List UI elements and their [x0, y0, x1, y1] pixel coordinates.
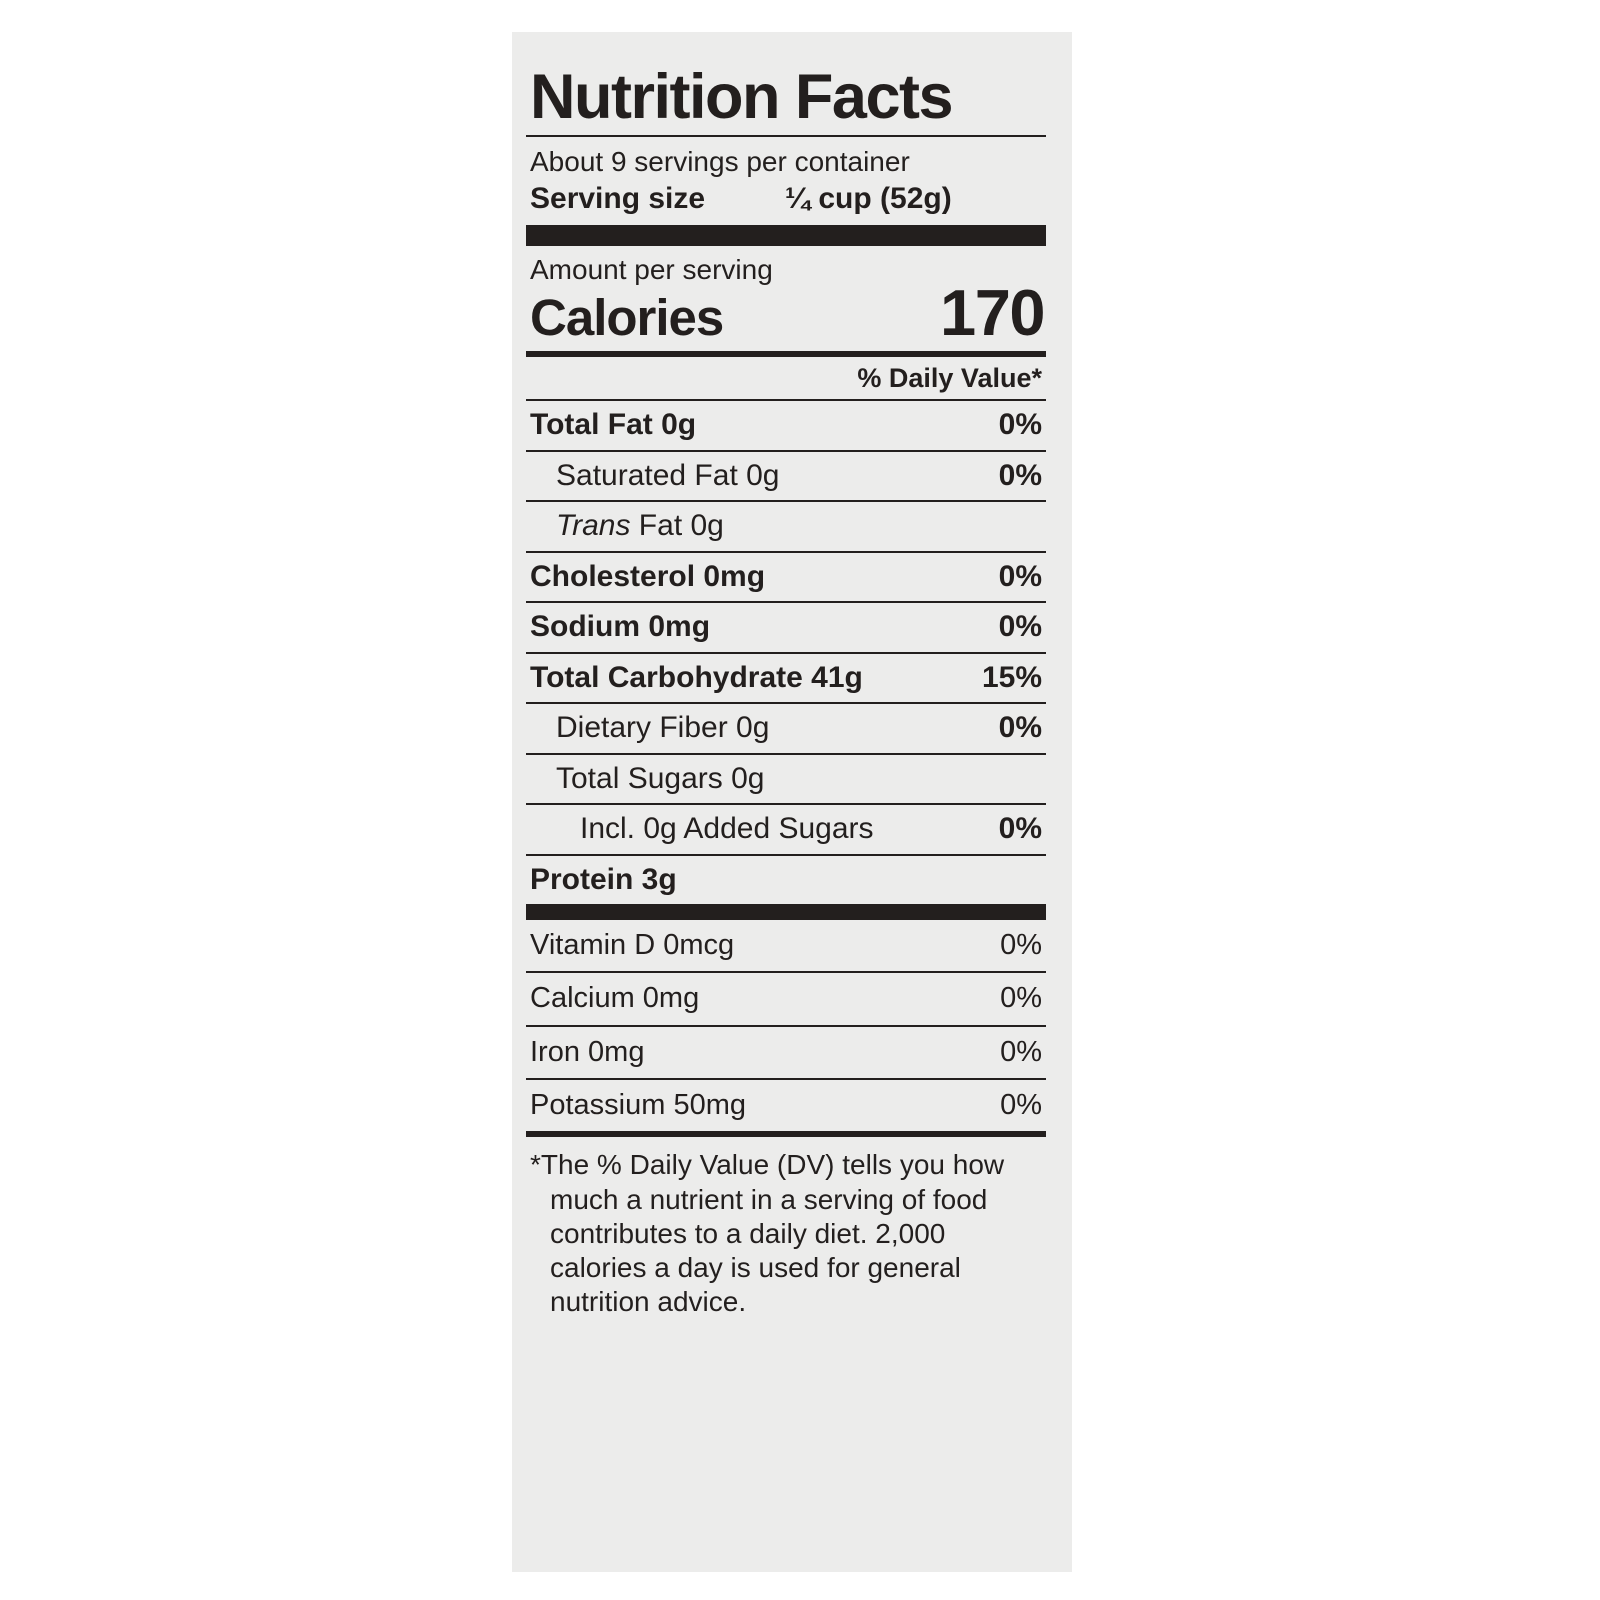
divider-under-calories [526, 351, 1046, 357]
vitamin-pct: 0% [1000, 1035, 1042, 1068]
vitamin-pct: 0% [1000, 1089, 1042, 1122]
divider-thick-bottom [526, 904, 1046, 920]
table-row [526, 1078, 1046, 1131]
serving-size-label: Serving size [530, 182, 706, 215]
nutrient-pct: 0% [998, 458, 1042, 492]
nutrition-facts-panel [512, 32, 1072, 1572]
vitamin-pct: 0% [1000, 929, 1042, 961]
divider-thick-top [526, 225, 1046, 246]
vitamin-name: Vitamin D 0mcg [530, 929, 735, 961]
nutrient-name: Total Sugars 0g [556, 761, 765, 795]
nutrient-pct: 0% [998, 559, 1042, 593]
table-row [526, 920, 1046, 971]
nutrient-name: Total Fat 0g [530, 408, 697, 441]
footnote [530, 1148, 1040, 1319]
serving-size-value: ¼ cup (52g) [785, 182, 952, 215]
table-row [526, 601, 1046, 652]
table-row [526, 399, 1046, 450]
nutrient-pct: 0% [998, 408, 1042, 441]
table-row [526, 753, 1046, 804]
vitamin-pct: 0% [1000, 982, 1042, 1015]
divider-under-title [526, 135, 1046, 137]
nutrient-name: Sodium 0mg [530, 610, 711, 643]
calories-label: Calories [530, 289, 724, 347]
table-row [526, 803, 1046, 854]
nutrition-facts-label [526, 62, 1046, 1319]
nutrient-pct: 0% [998, 711, 1042, 744]
calories-value: 170 [940, 276, 1044, 349]
vitamin-name: Potassium 50mg [530, 1089, 746, 1122]
nutrient-name: Protein 3g [530, 862, 677, 896]
nutrient-name: Fat 0g [630, 509, 724, 542]
page-title: Nutrition Facts [530, 62, 953, 132]
nutrient-pct: 0% [998, 812, 1042, 845]
table-row [526, 500, 1046, 551]
servings-per-container: About 9 servings per container [530, 146, 910, 177]
amount-per-serving-label: Amount per serving [530, 254, 773, 285]
table-row [526, 971, 1046, 1024]
nutrient-list [526, 399, 1046, 904]
nutrient-pct: 15% [981, 660, 1042, 694]
nutrient-name: Incl. 0g Added Sugars [580, 812, 874, 845]
footnote-text: *The % Daily Value (DV) tells you how much a nutrient in a serving of food contributes to a daily diet. 2,000 calories a day is used for general nutrition advice. [530, 1149, 1005, 1317]
vitamin-list [526, 920, 1046, 1131]
nutrient-pct: 0% [998, 610, 1042, 643]
nutrient-name: Saturated Fat 0g [556, 458, 780, 492]
table-row [526, 854, 1046, 905]
calories-row [530, 276, 1044, 349]
vitamin-name: Iron 0mg [530, 1035, 645, 1068]
table-row [526, 450, 1046, 501]
nutrient-name: Cholesterol 0mg [530, 559, 766, 593]
nutrient-name: Total Carbohydrate 41g [530, 660, 863, 694]
divider-above-footnote [526, 1131, 1046, 1137]
daily-value-header: % Daily Value* [857, 363, 1042, 393]
table-row [526, 702, 1046, 753]
nutrient-name: Dietary Fiber 0g [556, 711, 770, 744]
table-row [526, 1025, 1046, 1078]
table-row [526, 551, 1046, 602]
vitamin-name: Calcium 0mg [530, 982, 700, 1015]
serving-size-row [530, 182, 1046, 216]
table-row [526, 652, 1046, 703]
nutrient-name-italic: Trans [556, 509, 631, 542]
